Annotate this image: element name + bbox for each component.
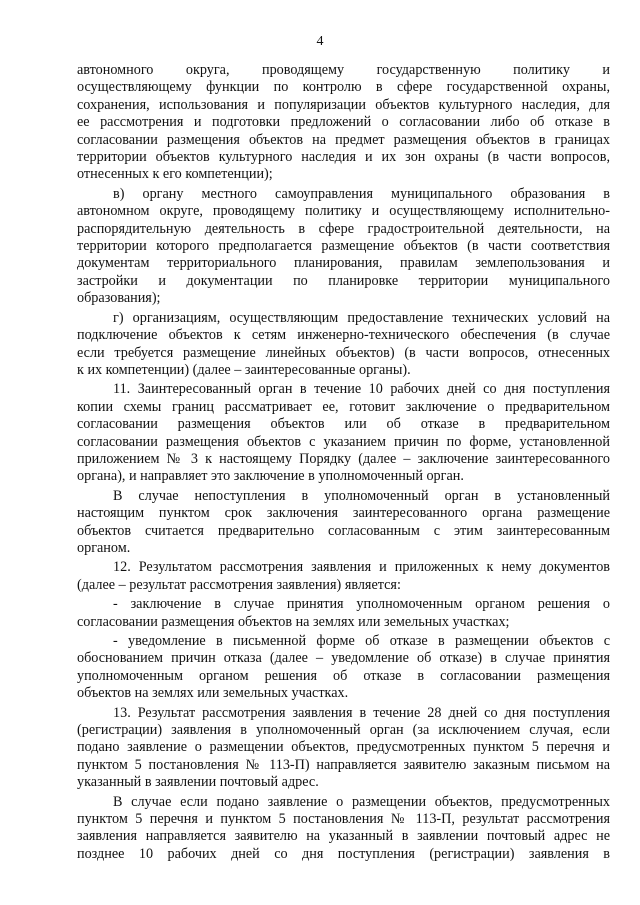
text-line: территории объектов культурного наследия и их зон охраны (в части вопросов, bbox=[77, 149, 610, 166]
text-line: пунктом 5 постановления № 113-П) направляется заявителю заказным письмом на bbox=[77, 756, 610, 773]
paragraph-p11 bbox=[77, 381, 610, 485]
paragraph-item-v bbox=[77, 186, 610, 308]
text-line: автономном округе, проводящему политику и осуществляющему исполнительно- bbox=[77, 203, 610, 220]
text-line: образования); bbox=[77, 290, 161, 307]
text-line: - заключение в случае принятия уполномоченным органом решения о bbox=[113, 596, 610, 613]
text-line: отнесенных к его компетенции); bbox=[77, 166, 273, 183]
text-line: согласовании размещения объектов с указанием причин по форме, установленной bbox=[77, 433, 610, 450]
text-line: - уведомление в письменной форме об отказе в размещении объектов с bbox=[113, 633, 610, 649]
page-number: 4 bbox=[316, 34, 324, 49]
text-line: согласовании размещения объектов или об отказе в предварительном bbox=[77, 416, 610, 433]
text-line: объектов на землях или земельных участках. bbox=[77, 685, 349, 702]
document-body bbox=[77, 62, 610, 865]
text-line: застройки и документации по планировке территории муниципального bbox=[77, 272, 610, 289]
paragraph-p11-b bbox=[77, 488, 610, 558]
text-line: территории которого предполагается размещение объектов (в части соответствия bbox=[77, 238, 610, 255]
paragraph-b-continued bbox=[77, 62, 610, 184]
text-line: (регистрации) заявления в уполномоченный орган (за исключением случая, если bbox=[77, 722, 610, 739]
paragraph-p13 bbox=[77, 705, 610, 792]
text-line: осуществляющему функции по контролю в сфере государственной охраны, bbox=[77, 79, 610, 96]
text-line: распорядительную деятельность в сфере градостроительной деятельности, на bbox=[77, 220, 610, 237]
text-line: ее рассмотрения и подготовки предложений о согласовании либо об отказе в bbox=[77, 114, 610, 131]
text-line: согласовании размещения объектов на предмет размещения объектов в границах bbox=[77, 131, 610, 148]
text-line: В случае если подано заявление о размещении объектов, предусмотренных bbox=[113, 793, 610, 810]
text-line: приложением № 3 к настоящему Порядку (далее – заключение заинтересованного bbox=[77, 450, 610, 467]
text-line: автономного округа, проводящему государственную политику и bbox=[77, 62, 610, 78]
text-line: к их компетенции) (далее – заинтересованные органы). bbox=[77, 361, 411, 378]
text-line: г) организациям, осуществляющим предоставление технических условий на bbox=[113, 309, 610, 326]
text-line: обоснованием причин отказа (далее – уведомление об отказе) в случае принятия bbox=[77, 650, 610, 667]
text-line: копии схемы границ рассматривает ее, готовит заключение о предварительном bbox=[77, 398, 610, 415]
text-line: 13. Результат рассмотрения заявления в течение 28 дней со дня поступления bbox=[113, 704, 610, 721]
text-line: 12. Результатом рассмотрения заявления и приложенных к нему документов bbox=[113, 559, 610, 576]
text-line: подключение объектов к сетям инженерно-технического обеспечения (в случае bbox=[77, 327, 610, 344]
text-line: В случае непоступления в уполномоченный орган в установленный bbox=[113, 487, 610, 504]
text-line: объектов считается предварительно согласованным с этим заинтересованным bbox=[77, 522, 610, 539]
paragraph-p12-a bbox=[77, 596, 610, 631]
text-line: (далее – результат рассмотрения заявления) является: bbox=[77, 576, 401, 593]
text-line: если требуется размещение линейных объектов) (в части вопросов, отнесенных bbox=[77, 344, 610, 361]
text-line: настоящим пунктом срок заключения заинтересованного органа размещение bbox=[77, 505, 610, 522]
text-line: документам территориального планирования, правилам землепользования и bbox=[77, 255, 610, 272]
text-line: 11. Заинтересованный орган в течение 10 рабочих дней со дня поступления bbox=[113, 381, 610, 398]
paragraph-p12 bbox=[77, 559, 610, 594]
text-line: заявления направляется заявителю на указанный в заявлении почтовый адрес не bbox=[77, 828, 610, 845]
text-line: органом. bbox=[77, 539, 131, 556]
paragraph-item-g bbox=[77, 310, 610, 380]
text-line: сохранения, использования и популяризации объектов культурного наследия, для bbox=[77, 96, 610, 113]
paragraph-p12-b bbox=[77, 633, 610, 703]
text-line: указанный в заявлении почтовый адрес. bbox=[77, 774, 319, 791]
paragraph-p13-b bbox=[77, 794, 610, 864]
text-line: подано заявление о размещении объектов, предусмотренных пунктом 5 перечня и bbox=[77, 739, 610, 756]
text-line: пунктом 5 перечня и пунктом 5 постановления № 113-П, результат рассмотрения bbox=[77, 811, 610, 828]
text-line: уполномоченным органом решения об отказе в согласовании размещения bbox=[77, 667, 610, 684]
text-line: в) органу местного самоуправления муниципального образования в bbox=[113, 185, 610, 202]
text-line: органа), и направляет это заключение в уполномоченный орган. bbox=[77, 468, 464, 485]
text-line: согласовании размещения объектов на землях или земельных участках; bbox=[77, 613, 510, 630]
text-line: позднее 10 рабочих дней со дня поступления (регистрации) заявления в bbox=[77, 845, 610, 862]
